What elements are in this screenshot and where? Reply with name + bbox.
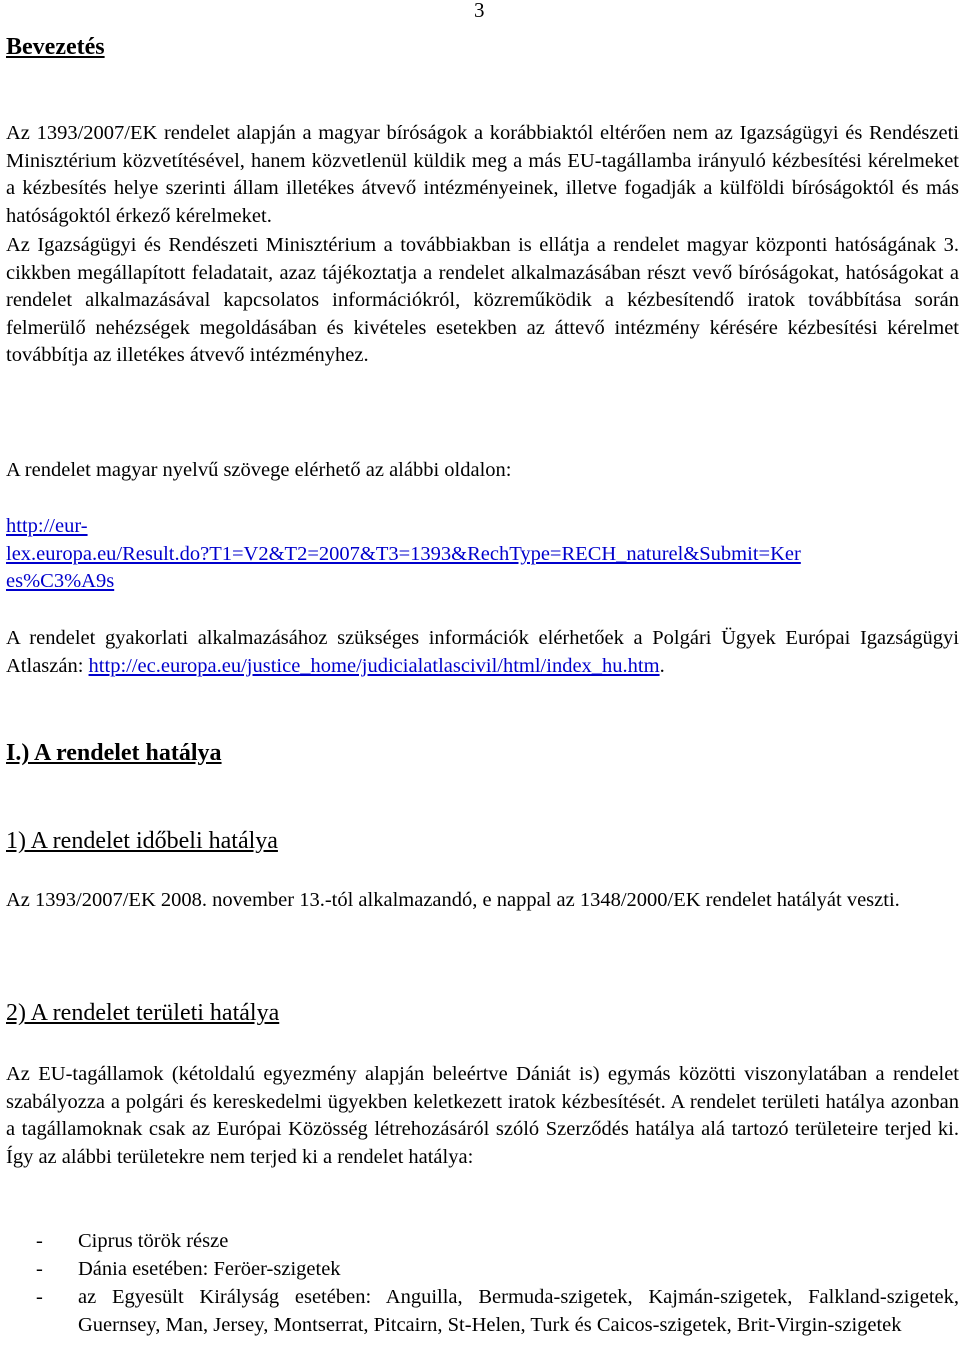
paragraph-intro: Az 1393/2007/EK rendelet alapján a magyar bíróságok a korábbiaktól eltérően nem az Igazságügyi és Rendészeti Minisztérium közvetítésével, hanem közvetlenül küldik meg a más EU-tagállamba irányuló kézbesítési kérelmeket a kézbesítés helye szerinti állam illetékes átvevő intézményeinek, illetve fogadják a külföldi bíróságoktól és más hatóságoktól érkező kérelmeket. xyxy=(6,122,959,227)
list-item xyxy=(6,1284,959,1339)
heading-temporal-scope: 1) A rendelet időbeli hatálya xyxy=(6,828,278,854)
atlas-period: . xyxy=(659,654,665,677)
eur-lex-link-line3[interactable]: es%C3%A9s xyxy=(6,570,115,593)
heading-territorial-scope: 2) A rendelet területi hatálya xyxy=(6,1000,280,1026)
list-item-text: Ciprus török része xyxy=(78,1230,229,1252)
eur-lex-link-line2[interactable]: lex.europa.eu/Result.do?T1=V2&T2=2007&T3=1393&RechType=RECH_naturel&Submit=Ker xyxy=(6,542,801,565)
paragraph-ministry: Az Igazságügyi és Rendészeti Minisztérium a továbbiakban is ellátja a rendelet magyar központi hatóságának 3. cikkben megállapított feladatait, azaz tájékoztatja a rendelet alkalmazásában részt vevő bíróságokat, hatóságokat a rendelet alkalmazásával kapcsolatos információkról, közreműködik a kézbesítendő iratok továbbítása során felmerülő nehézségek megoldásában és kivételes esetekben az áttevő intézmény kérésére kézbesítési kérelmet továbbítja az illetékes átvevő intézményhez. xyxy=(6,234,959,367)
paragraph-temporal: Az 1393/2007/EK 2008. november 13.-tól alkalmazandó, e nappal az 1348/2000/EK rendelet hatályát veszti. xyxy=(6,889,900,911)
bullet-dash: - xyxy=(36,1258,43,1280)
list-item xyxy=(6,1228,959,1256)
heading-bevezetes: Bevezetés xyxy=(6,34,105,60)
paragraph-atlas xyxy=(6,625,959,680)
page-number: 3 xyxy=(474,0,485,22)
eur-lex-link[interactable] xyxy=(6,513,959,596)
paragraph-territorial: Az EU-tagállamok (kétoldalú egyezmény alapján beleértve Dániát is) egymás közötti viszonylatában a rendelet szabályozza a polgári és kereskedelmi ügyekben keletkezett iratok kézbesítését. A rendelet területi hatálya azonban a tagállamoknak csak az Európai Közösség létrehozásáról szóló Szerződés hatálya alá tartozó területeire terjed ki. Így az alábbi területekre nem terjed ki a rendelet hatálya: xyxy=(6,1063,959,1168)
list-item xyxy=(6,1256,959,1284)
heading-scope: I.) A rendelet hatálya xyxy=(6,740,222,766)
bullet-dash: - xyxy=(36,1230,43,1252)
list-item-text: az Egyesült Királyság esetében: Anguilla, Bermuda-szigetek, Kajmán-szigetek, Falkland-szigetek, Guernsey, Man, Jersey, Montserrat, Pitcairn, St-Helen, Turk és Caicos-szigetek, Brit-Virgin-szigetek xyxy=(78,1286,959,1336)
list-item-text: Dánia esetében: Feröer-szigetek xyxy=(78,1258,341,1280)
bullet-dash: - xyxy=(36,1286,43,1308)
atlas-text: A rendelet gyakorlati alkalmazásához szükséges információk elérhetőek a Polgári Ügyek Európai Igazságügyi Atlaszán: xyxy=(6,627,959,677)
paragraph-text-available: A rendelet magyar nyelvű szövege elérhető az alábbi oldalon: xyxy=(6,459,512,481)
atlas-link[interactable]: http://ec.europa.eu/justice_home/judicialatlascivil/html/index_hu.htm xyxy=(88,654,660,677)
eur-lex-link-line1[interactable]: http://eur- xyxy=(6,515,88,537)
